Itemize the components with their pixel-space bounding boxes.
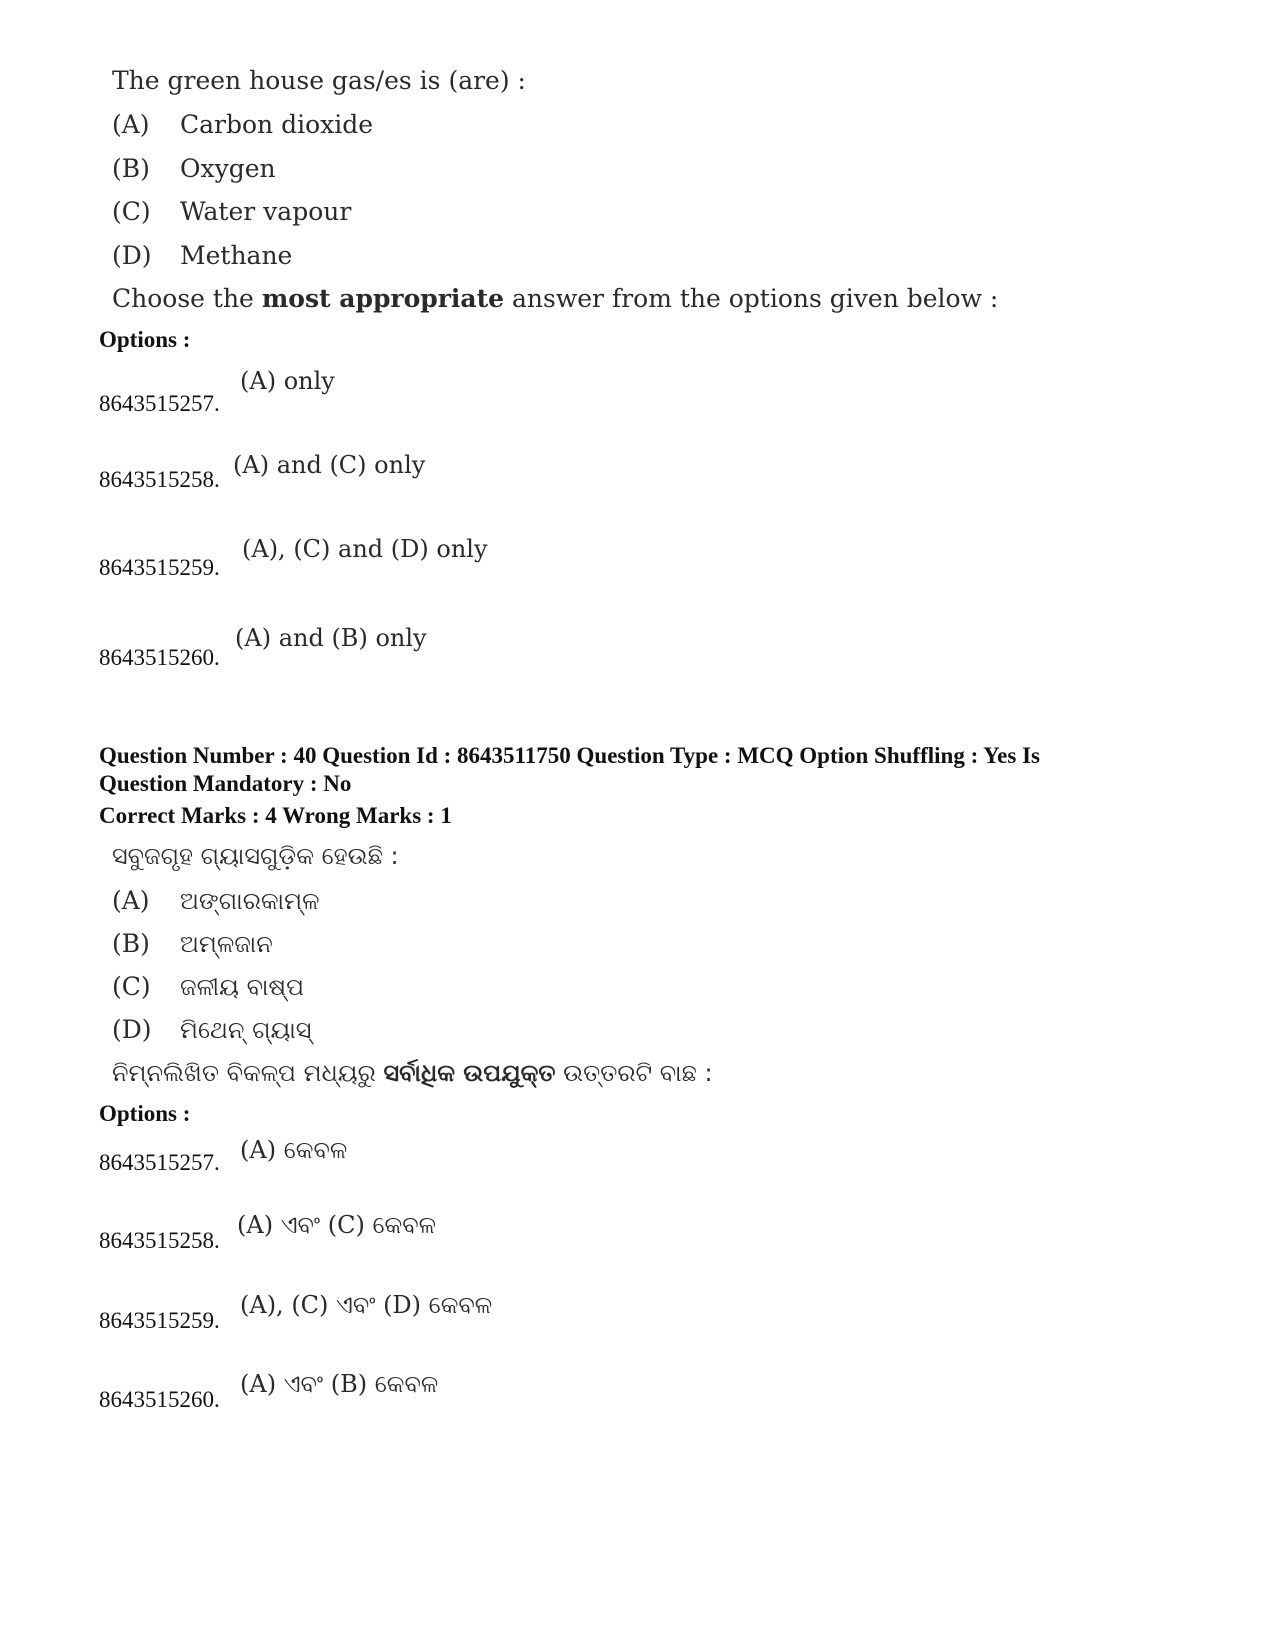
instruction-text: ନିମ୍ନଲିଖିତ ବିକଳ୍ପ ମଧ୍ୟରୁ (112, 1059, 376, 1087)
statement-label: (C) (112, 972, 151, 1001)
statement-item (112, 972, 304, 1001)
question-meta-line: Question Mandatory : No (99, 771, 352, 796)
statement-item (112, 241, 292, 270)
option-id: 8643515260. (99, 1387, 220, 1412)
instruction-emphasis: most appropriate (261, 284, 505, 313)
question-stem: The green house gas/es is (are) : (112, 66, 526, 95)
option-id: 8643515259. (99, 555, 220, 580)
question-instruction (112, 1059, 713, 1087)
statement-text: ମିଥେନ୍ ଗ୍ୟାସ୍ (180, 1016, 312, 1044)
question-stem: ସବୁଜଗୃହ ଗ୍ୟାସଗୁଡ଼ିକ ହେଉଛି : (112, 842, 399, 870)
statement-item (112, 197, 351, 226)
statement-text: ଅଙ୍ଗାରକାମ୍ଳ (180, 887, 320, 915)
options-heading: Options : (99, 1101, 191, 1126)
option-text[interactable]: (A) ଏବଂ (C) କେବଳ (237, 1211, 436, 1239)
option-text[interactable]: (A) only (240, 367, 335, 395)
marks-info: Correct Marks : 4 Wrong Marks : 1 (99, 803, 452, 828)
options-heading: Options : (99, 327, 191, 352)
statement-label: (B) (112, 929, 150, 958)
statement-label: (A) (112, 110, 150, 139)
statement-text: Methane (180, 241, 293, 270)
option-text[interactable]: (A) and (C) only (233, 451, 426, 479)
instruction-text: answer from the options given below : (512, 284, 999, 313)
option-text[interactable]: (A) ଏବଂ (B) କେବଳ (240, 1370, 439, 1398)
instruction-text: ଉତ୍ତରଟି ବାଛ : (563, 1059, 713, 1087)
statement-label: (D) (112, 1015, 152, 1044)
statement-text: ଅମ୍ଳଜାନ (180, 930, 273, 958)
option-id: 8643515257. (99, 391, 220, 416)
statement-label: (B) (112, 154, 150, 183)
question-instruction (112, 284, 998, 313)
statement-item (112, 110, 373, 139)
question-meta (99, 742, 1040, 798)
instruction-emphasis: ସର୍ବାଧିକ ଉପଯୁକ୍ତ (383, 1059, 556, 1087)
statement-label: (C) (112, 197, 151, 226)
statement-label: (D) (112, 241, 152, 270)
option-id: 8643515260. (99, 645, 220, 670)
statement-text: Water vapour (180, 197, 352, 226)
option-text[interactable]: (A), (C) ଏବଂ (D) କେବଳ (240, 1291, 493, 1319)
statement-item (112, 154, 276, 183)
option-id: 8643515259. (99, 1308, 220, 1333)
statement-text: ଜଳୀୟ ବାଷ୍ପ (180, 973, 305, 1001)
statement-item (112, 929, 273, 958)
statement-text: Oxygen (180, 154, 276, 183)
statement-item (112, 1015, 311, 1044)
statement-label: (A) (112, 886, 150, 915)
option-text[interactable]: (A) କେବଳ (240, 1136, 348, 1164)
option-id: 8643515258. (99, 1228, 220, 1253)
option-text[interactable]: (A), (C) and (D) only (242, 535, 488, 563)
option-id: 8643515257. (99, 1150, 220, 1175)
statement-item (112, 886, 319, 915)
instruction-text: Choose the (112, 284, 254, 313)
statement-text: Carbon dioxide (180, 110, 374, 139)
question-meta-line: Question Number : 40 Question Id : 8643511750 Question Type : MCQ Option Shuffling : Yes Is (99, 743, 1040, 768)
option-id: 8643515258. (99, 467, 220, 492)
option-text[interactable]: (A) and (B) only (235, 624, 427, 652)
